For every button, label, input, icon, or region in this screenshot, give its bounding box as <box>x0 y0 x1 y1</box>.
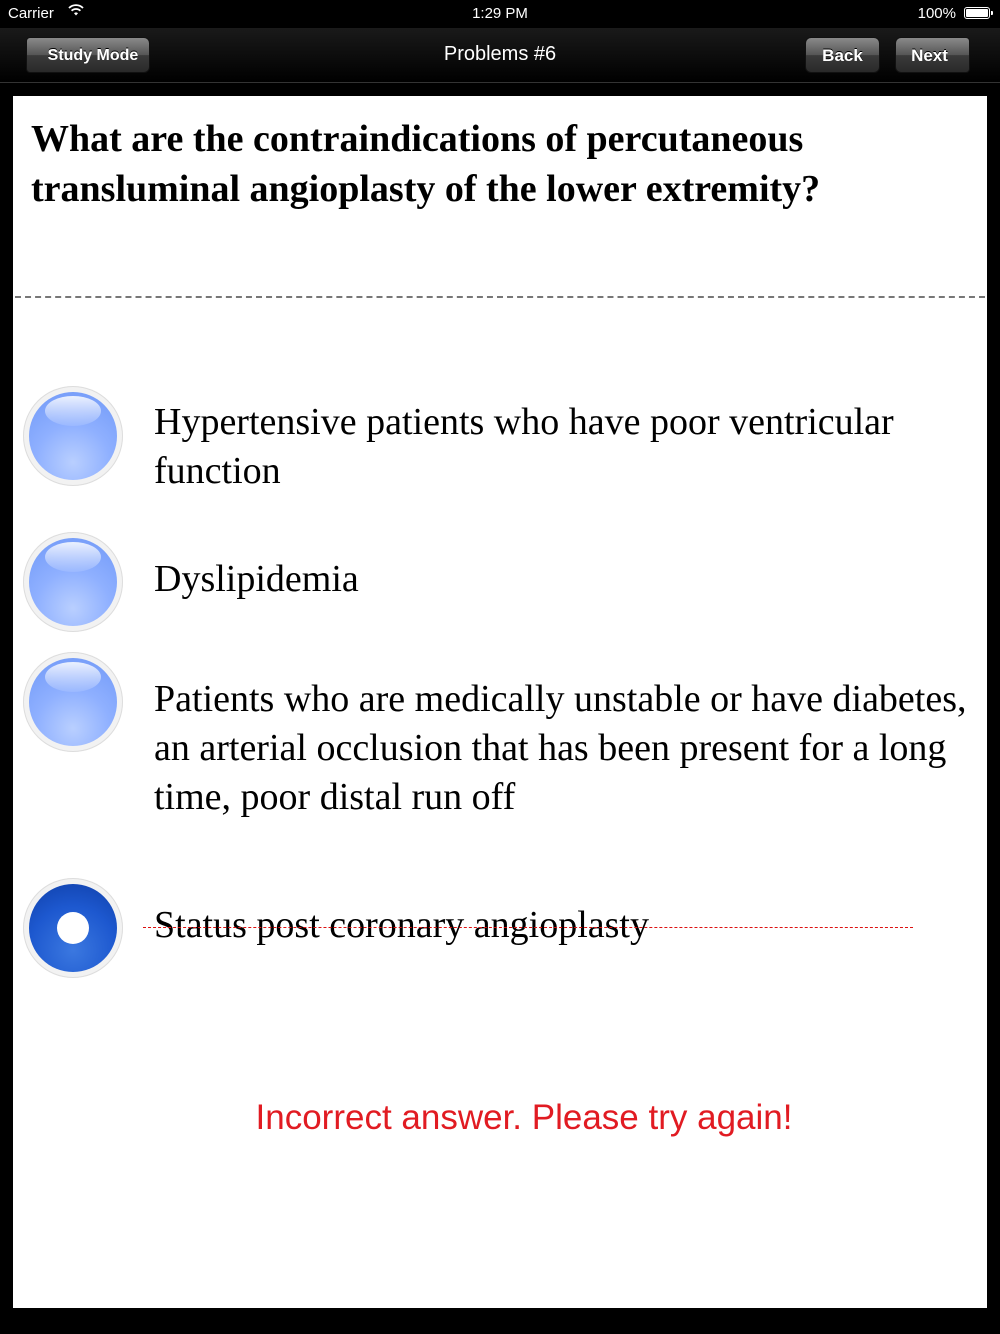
back-button[interactable] <box>805 37 880 73</box>
next-button[interactable] <box>895 37 970 73</box>
strikethrough-line <box>143 927 913 928</box>
study-mode-label: Study Mode <box>47 47 139 64</box>
page-title: Problems #6 <box>443 43 557 65</box>
answer-option-text: Hypertensive patients who have poor ventricular function <box>154 401 894 492</box>
back-label: Back <box>822 46 863 65</box>
battery-percent: 100% <box>917 5 956 22</box>
battery-icon <box>964 7 990 19</box>
feedback-message: Incorrect answer. Please try again! <box>255 1098 793 1137</box>
radio-button-icon[interactable] <box>23 652 123 752</box>
radio-button-icon[interactable] <box>23 532 123 632</box>
answer-option-text: Dyslipidemia <box>154 558 359 600</box>
question-text: What are the contraindications of percutaneous transluminal angioplasty of the lower extremity? <box>31 118 821 210</box>
radio-button-selected-icon[interactable] <box>23 878 123 978</box>
radio-button-icon[interactable] <box>23 386 123 486</box>
next-label: Next <box>911 46 948 65</box>
answer-option-text: Patients who are medically unstable or have diabetes, an arterial occlusion that has been present for a long time, poor distal run off <box>154 678 967 818</box>
navigation-bar <box>0 28 1000 83</box>
clock: 1:29 PM <box>472 5 528 22</box>
status-bar <box>0 0 1000 28</box>
question-panel <box>13 96 987 1308</box>
divider <box>15 296 985 298</box>
answer-option-text-struck: Status post coronary angioplasty <box>154 904 649 946</box>
carrier-label: Carrier <box>8 5 54 22</box>
